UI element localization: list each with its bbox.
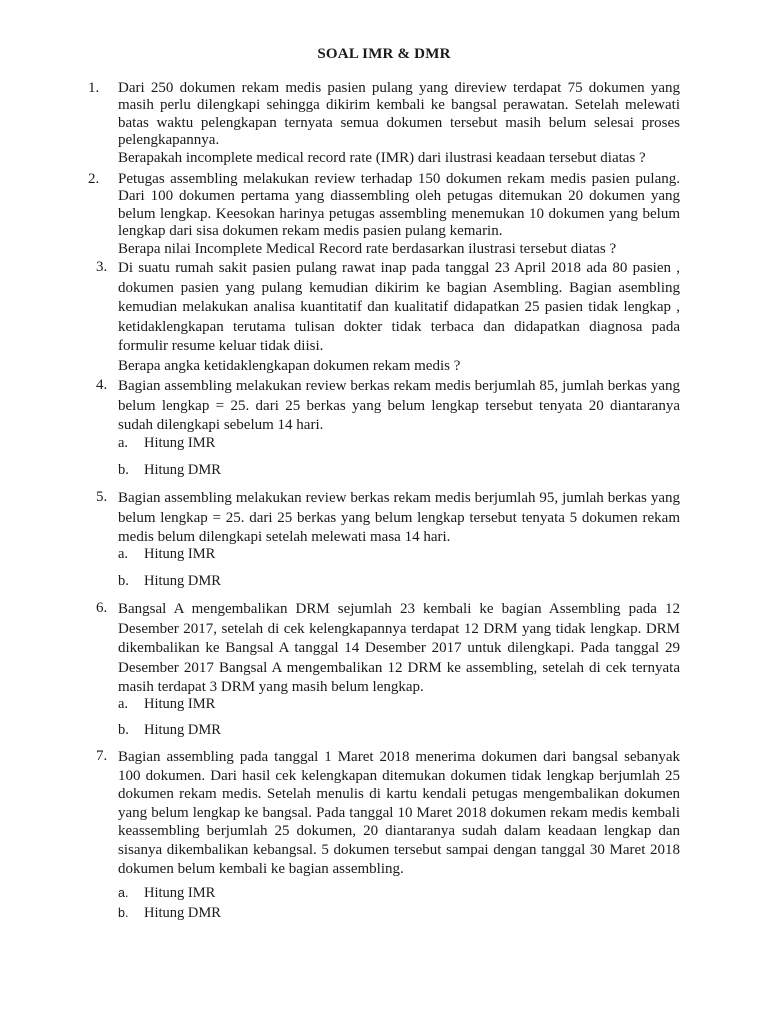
sub-label: b. [118, 462, 129, 478]
question-text: Bagian assembling melakukan review berkas rekam medis berjumlah 85, jumlah berkas yang belum lengkap = 25. dari 25 berkas yang belum lengkap tersebut tenyata 20 diantaranya sudah dilengkapi sebelum 14 hari. [118, 378, 680, 433]
sub-question-5b [118, 573, 221, 590]
sub-question-6a [118, 696, 215, 713]
question-number: 7. [96, 748, 108, 764]
sub-text: Hitung IMR [144, 546, 216, 562]
sub-text: Hitung DMR [144, 905, 221, 921]
question-number: 3. [96, 259, 108, 275]
question-prompt: Berapa angka ketidaklengkapan dokumen rekam medis ? [118, 357, 461, 374]
question-number: 2. [88, 171, 100, 187]
sub-question-7b [118, 905, 221, 922]
question-text: Bagian assembling melakukan review berkas rekam medis berjumlah 95, jumlah berkas yang belum lengkap = 25. dari 25 berkas yang belum lengkap tersebut tenyata 5 dokumen rekam medis belum dilengkapi setelah melewati masa 14 hari. [118, 490, 680, 545]
sub-label: b. [118, 906, 129, 920]
sub-question-4b [118, 462, 221, 479]
sub-label: a. [118, 435, 129, 451]
question-1 [88, 80, 680, 167]
question-5 [88, 489, 680, 548]
question-prompt: Berapakah incomplete medical record rate (IMR) dari ilustrasi keadaan tersebut diatas ? [118, 149, 646, 166]
sub-text: Hitung IMR [144, 885, 216, 901]
question-number: 1. [88, 80, 100, 96]
sub-text: Hitung DMR [144, 573, 221, 589]
question-number: 4. [96, 377, 108, 393]
sub-text: Hitung IMR [144, 435, 216, 451]
question-4 [88, 377, 680, 436]
question-6 [88, 600, 680, 698]
question-text: Petugas assembling melakukan review terhadap 150 dokumen rekam medis pasien pulang. Dari 100 dokumen pertama yang diassembling oleh petugas ditemukan 20 dokumen yang belum lengkap. Keesokan harinya petugas assembling menemukan 10 dokumen yang belum lengkap dari sisa dokumen rekam medis pasien pulang kemarin. [118, 171, 680, 240]
question-prompt: Berapa nilai Incomplete Medical Record rate berdasarkan ilustrasi tersebut diatas ? [118, 240, 617, 257]
question-number: 5. [96, 489, 108, 505]
sub-text: Hitung DMR [144, 462, 221, 478]
sub-label: a. [118, 696, 129, 712]
question-7 [88, 748, 680, 878]
sub-label: b. [118, 722, 129, 738]
sub-text: Hitung DMR [144, 722, 221, 738]
question-3 [88, 259, 680, 376]
question-number: 6. [96, 600, 108, 616]
question-text: Bangsal A mengembalikan DRM sejumlah 23 kembali ke bagian Assembling pada 12 Desember 2017, setelah di cek kelengkapannya terdapat 12 DRM yang tidak lengkap. DRM dikembalikan ke Bangsal A tanggal 14 Desember 2017 untuk dilengkapi. Pada tanggal 29 Desember 2017 Bangsal A mengembalikan 12 DRM ke assembling, setelah di cek ternyata masih terdapat 3 DRM yang masih belum lengkap. [118, 601, 680, 695]
question-2 [88, 171, 680, 258]
question-text: Di suatu rumah sakit pasien pulang rawat inap pada tanggal 23 April 2018 ada 80 pasien , dokumen pasien yang pulang kemudian dikirim ke bagian Asembling. Bagian asembling kemudian melakukan analisa kuantitatif dan kualitatif didapatkan 25 pasien tidak lengkap , ketidaklengkapan terutama tulisan dokter tidak terbaca dan didapatkan diagnosa pada formulir resume keluar tidak diisi. [118, 260, 680, 354]
sub-question-4a [118, 435, 215, 452]
sub-question-5a [118, 546, 215, 563]
question-text: Bagian assembling pada tanggal 1 Maret 2018 menerima dokumen dari bangsal sebanyak 100 dokumen. Dari hasil cek kelengkapan ditemukan dokumen tidak lengkap berjumlah 25 dokumen rekam medis. Setelah menulis di kartu kendali petugas mengembalikan dokumen yang belum lengkap ke bangsal. Pada tanggal 10 Maret 2018 dokumen rekam medis kembali keassembling berjumlah 25 dokumen, 20 diantaranya sudah dalam keadaan lengkap dan sisanya dikembalikan kebangsal. 5 dokumen tersebut sampai dengan tanggal 30 Maret 2018 dokumen belum kembali ke bagian assembling. [118, 749, 680, 877]
page-title: SOAL IMR & DMR [317, 46, 451, 62]
sub-label: b. [118, 573, 129, 589]
sub-label: a. [118, 886, 129, 900]
sub-question-7a [118, 885, 215, 902]
question-text: Dari 250 dokumen rekam medis pasien pulang yang direview terdapat 75 dokumen yang masih perlu dilengkapi sehingga dikirim kembali ke bangsal perawatan. Setelah melewati batas waktu pelengkapan ternyata semua dokumen tersebut masih belum selesai proses pelengkapannya. [118, 80, 680, 149]
sub-label: a. [118, 546, 129, 562]
sub-question-6b [118, 722, 221, 739]
sub-text: Hitung IMR [144, 696, 216, 712]
